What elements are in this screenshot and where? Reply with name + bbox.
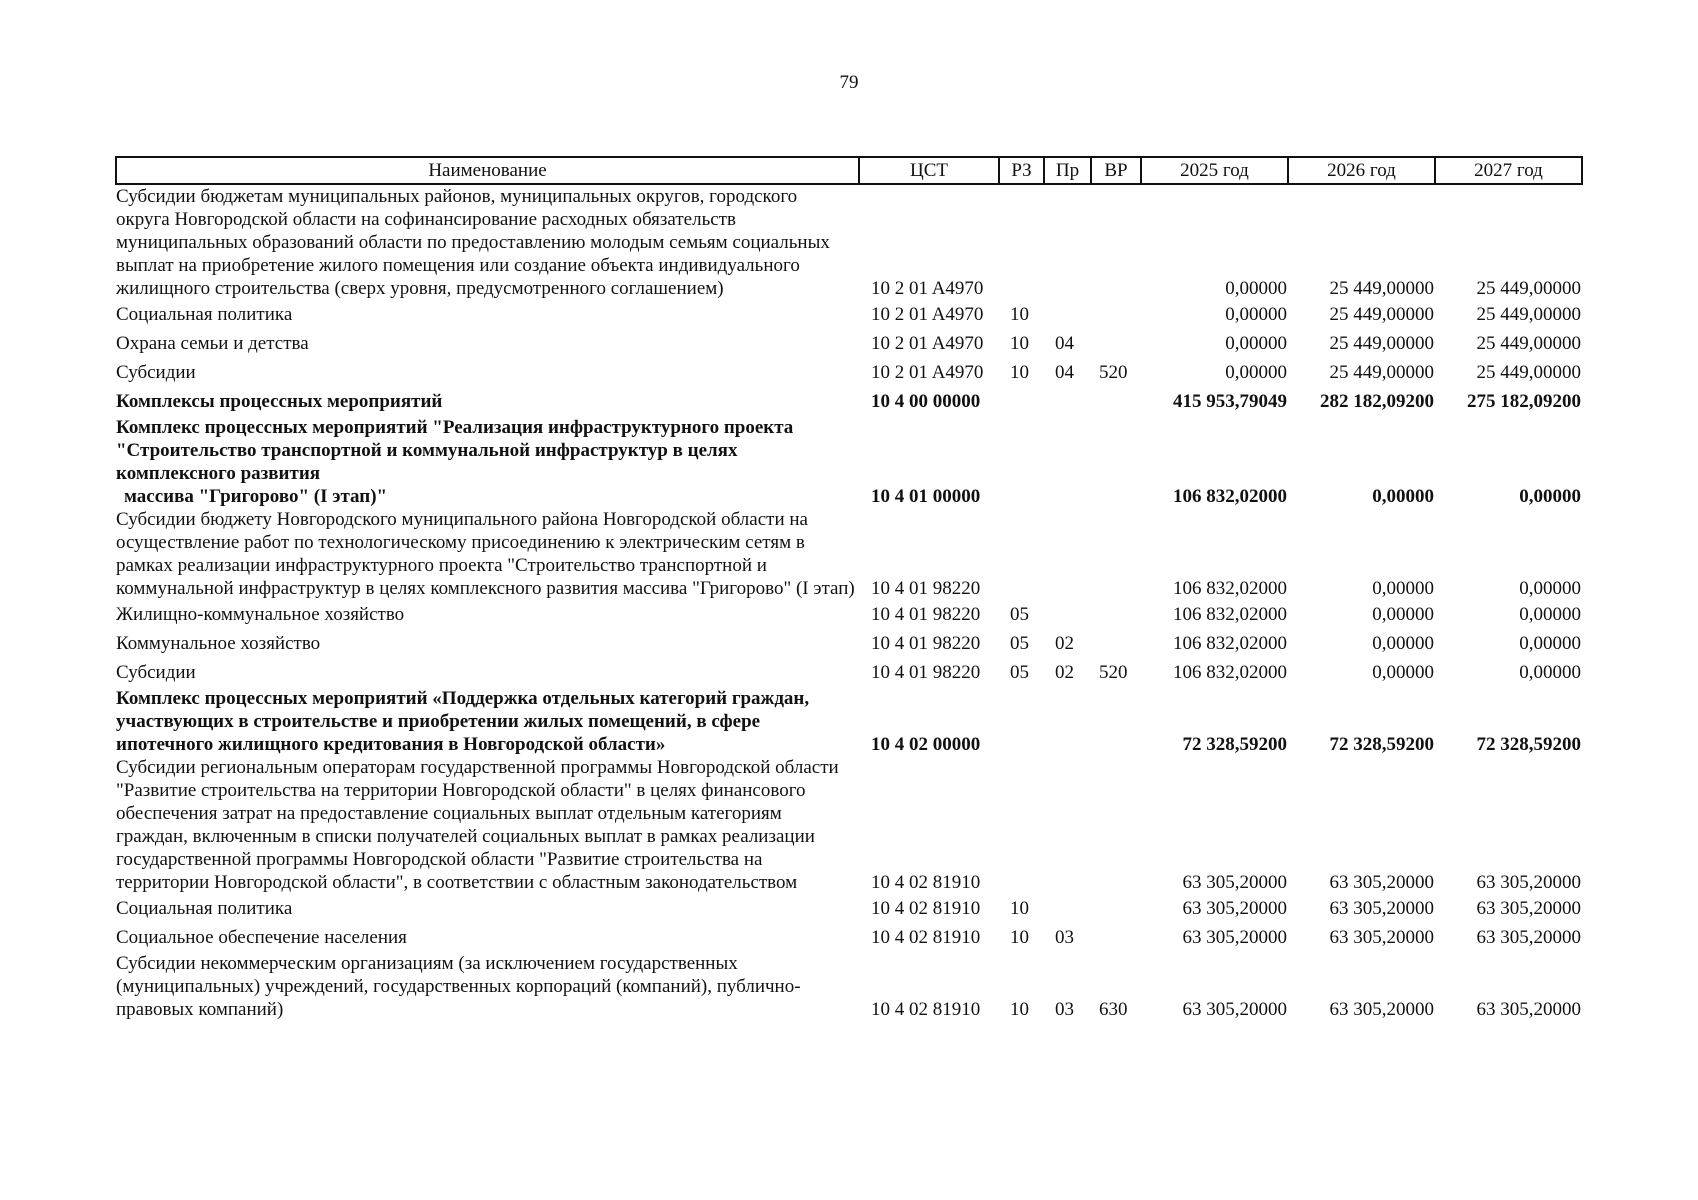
row-cst: 10 4 02 81910 <box>871 999 981 1020</box>
row-pr <box>1044 387 1091 416</box>
row-pr <box>1044 894 1091 923</box>
row-rz: 05 <box>1010 633 1029 654</box>
row-cst: 10 2 01 A4970 <box>871 362 984 383</box>
row-2027: 72 328,59200 <box>1476 734 1581 755</box>
row-2025: 106 832,02000 <box>1173 633 1287 654</box>
header-cst: ЦСТ <box>859 157 999 184</box>
row-2025: 106 832,02000 <box>1173 604 1287 625</box>
row-2027: 63 305,20000 <box>1476 927 1581 948</box>
row-vr <box>1091 184 1141 300</box>
row-pr: 02 <box>1055 633 1074 654</box>
row-rz <box>999 508 1044 600</box>
row-2027: 0,00000 <box>1519 486 1581 507</box>
row-name: Субсидии некоммерческим организациям (за исключением государственных (муниципальных) учреждений, государственных корпораций (компаний), публично-правовых компаний) <box>116 953 801 1020</box>
row-cst: 10 2 01 A4970 <box>871 333 984 354</box>
row-2026: 63 305,20000 <box>1329 898 1434 919</box>
row-rz <box>999 184 1044 300</box>
row-vr <box>1091 894 1141 923</box>
row-pr: 02 <box>1055 662 1074 683</box>
row-2025: 106 832,02000 <box>1173 662 1287 683</box>
row-pr: 03 <box>1055 999 1074 1020</box>
row-vr <box>1091 923 1141 952</box>
table-row <box>116 923 1582 952</box>
row-rz <box>999 416 1044 508</box>
table-row <box>116 416 1582 508</box>
row-2026: 0,00000 <box>1372 604 1434 625</box>
row-cst: 10 2 01 A4970 <box>871 304 984 325</box>
row-vr: 520 <box>1099 662 1128 683</box>
row-2027: 63 305,20000 <box>1476 898 1581 919</box>
row-rz <box>999 387 1044 416</box>
row-vr <box>1091 687 1141 756</box>
row-pr: 04 <box>1055 333 1074 354</box>
header-2026: 2026 год <box>1288 157 1435 184</box>
row-name: Субсидии <box>116 662 196 683</box>
table-row <box>116 387 1582 416</box>
row-vr <box>1091 300 1141 329</box>
row-name: Коммунальное хозяйство <box>116 633 321 654</box>
row-pr <box>1044 600 1091 629</box>
row-vr <box>1091 329 1141 358</box>
row-2026: 63 305,20000 <box>1329 999 1434 1020</box>
page-number: 79 <box>839 72 859 93</box>
row-pr: 04 <box>1055 362 1074 383</box>
row-cst: 10 4 01 98220 <box>871 633 981 654</box>
row-2027: 0,00000 <box>1519 662 1581 683</box>
row-2027: 25 449,00000 <box>1476 362 1581 383</box>
row-rz: 10 <box>1010 927 1029 948</box>
row-pr <box>1044 508 1091 600</box>
row-2027: 25 449,00000 <box>1476 333 1581 354</box>
table-row <box>116 600 1582 629</box>
table-row <box>116 300 1582 329</box>
row-2025: 72 328,59200 <box>1182 734 1287 755</box>
row-cst: 10 4 02 81910 <box>871 898 981 919</box>
row-2026: 0,00000 <box>1372 662 1434 683</box>
row-cst: 10 4 01 98220 <box>871 604 981 625</box>
row-rz: 05 <box>1010 662 1029 683</box>
row-name: Субсидии бюджетам муниципальных районов, муниципальных округов, городского округа Новгородской области на софинансирование расходных обязательств муниципальных образований области по предоставлению молодым семьям социальных выплат на приобретение жилого помещения или создание объекта индивидуального жилищного строительства (сверх уровня, предусмотренного соглашением) <box>116 186 830 299</box>
row-vr <box>1091 629 1141 658</box>
row-2025: 106 832,02000 <box>1173 578 1287 599</box>
row-2026: 0,00000 <box>1372 486 1434 507</box>
row-pr: 03 <box>1055 927 1074 948</box>
table-row <box>116 629 1582 658</box>
table-row <box>116 894 1582 923</box>
row-name: Комплекс процессных мероприятий «Поддержка отдельных категорий граждан, участвующих в строительстве и приобретении жилых помещений, в сфере ипотечного жилищного кредитования в Новгородской области» <box>116 688 810 755</box>
row-2026: 25 449,00000 <box>1329 304 1434 325</box>
row-2027: 63 305,20000 <box>1476 999 1581 1020</box>
row-2026: 0,00000 <box>1372 578 1434 599</box>
table-row <box>116 329 1582 358</box>
row-2026: 25 449,00000 <box>1329 278 1434 299</box>
row-2027: 0,00000 <box>1519 604 1581 625</box>
row-2027: 63 305,20000 <box>1476 872 1581 893</box>
row-2026: 0,00000 <box>1372 633 1434 654</box>
row-name: Социальная политика <box>116 304 293 325</box>
row-pr <box>1044 687 1091 756</box>
row-2025: 0,00000 <box>1225 304 1287 325</box>
row-rz: 10 <box>1010 362 1029 383</box>
header-name: Наименование <box>116 157 859 184</box>
header-pr: Пр <box>1044 157 1091 184</box>
row-2027: 25 449,00000 <box>1476 304 1581 325</box>
table-row <box>116 184 1582 300</box>
row-2025: 0,00000 <box>1225 333 1287 354</box>
row-name: Социальное обеспечение населения <box>116 927 407 948</box>
row-name <box>116 416 859 508</box>
row-2027: 25 449,00000 <box>1476 278 1581 299</box>
row-vr <box>1091 756 1141 894</box>
row-cst: 10 4 02 00000 <box>871 734 981 755</box>
row-2025: 106 832,02000 <box>1173 486 1287 507</box>
row-vr <box>1091 508 1141 600</box>
row-pr <box>1044 416 1091 508</box>
row-2026: 63 305,20000 <box>1329 927 1434 948</box>
row-2026: 25 449,00000 <box>1329 333 1434 354</box>
row-rz: 10 <box>1010 999 1029 1020</box>
row-2025: 63 305,20000 <box>1182 898 1287 919</box>
row-vr <box>1091 600 1141 629</box>
row-2026: 72 328,59200 <box>1329 734 1434 755</box>
table-row <box>116 358 1582 387</box>
row-name: Субсидии <box>116 362 196 383</box>
row-2025: 63 305,20000 <box>1182 999 1287 1020</box>
row-2027: 0,00000 <box>1519 578 1581 599</box>
table-row <box>116 658 1582 687</box>
row-name: Охрана семьи и детства <box>116 333 309 354</box>
row-vr: 520 <box>1099 362 1128 383</box>
table-row <box>116 952 1582 1021</box>
row-rz <box>999 756 1044 894</box>
table-row <box>116 508 1582 600</box>
row-name-text: Комплекс процессных мероприятий "Реализация инфраструктурного проекта "Строительство транспортной и коммунальной инфраструктур в целях комплексного развития <box>116 417 794 484</box>
header-rz: РЗ <box>999 157 1044 184</box>
header-vr: ВР <box>1091 157 1141 184</box>
row-name-continuation: массива "Григорово" (I этап)" <box>124 486 388 507</box>
row-cst: 10 4 02 81910 <box>871 872 981 893</box>
row-rz <box>999 687 1044 756</box>
row-vr: 630 <box>1099 999 1128 1020</box>
row-rz: 10 <box>1010 333 1029 354</box>
budget-table <box>115 156 1583 1021</box>
row-cst: 10 4 01 00000 <box>871 486 981 507</box>
row-cst: 10 4 01 98220 <box>871 662 981 683</box>
row-2027: 275 182,09200 <box>1467 391 1581 412</box>
row-vr <box>1091 416 1141 508</box>
row-name: Комплексы процессных мероприятий <box>116 391 443 412</box>
row-2025: 63 305,20000 <box>1182 927 1287 948</box>
row-name: Субсидии региональным операторам государственной программы Новгородской области "Развитие строительства на территории Новгородской области" в целях финансового обеспечения затрат на предоставление социальных выплат отдельным категориям граждан, включенным в списки получателей социальных выплат в рамках реализации государственной программы Новгородской области "Развитие строительства на территории Новгородской области", в соответствии с областным законодательством <box>116 757 839 893</box>
row-cst: 10 4 00 00000 <box>871 391 981 412</box>
header-2027: 2027 год <box>1435 157 1582 184</box>
row-cst: 10 4 02 81910 <box>871 927 981 948</box>
row-rz: 10 <box>1010 898 1029 919</box>
row-cst: 10 4 01 98220 <box>871 578 981 599</box>
row-2025: 0,00000 <box>1225 278 1287 299</box>
row-2025: 63 305,20000 <box>1182 872 1287 893</box>
row-2027: 0,00000 <box>1519 633 1581 654</box>
row-2025: 0,00000 <box>1225 362 1287 383</box>
header-2025: 2025 год <box>1141 157 1288 184</box>
row-pr <box>1044 300 1091 329</box>
row-name: Субсидии бюджету Новгородского муниципального района Новгородской области на осуществление работ по технологическому присоединению к электрическим сетям в рамках реализации инфраструктурного проекта "Строительство транспортной и коммунальной инфраструктур в целях комплексного развития массива "Григорово" (I этап) <box>116 509 855 599</box>
row-cst: 10 2 01 A4970 <box>871 278 984 299</box>
row-pr <box>1044 184 1091 300</box>
row-name: Социальная политика <box>116 898 293 919</box>
row-2026: 25 449,00000 <box>1329 362 1434 383</box>
table-row <box>116 687 1582 756</box>
row-2025: 415 953,79049 <box>1173 391 1287 412</box>
row-2026: 63 305,20000 <box>1329 872 1434 893</box>
row-rz: 10 <box>1010 304 1029 325</box>
row-rz: 05 <box>1010 604 1029 625</box>
row-2026: 282 182,09200 <box>1320 391 1434 412</box>
row-name: Жилищно-коммунальное хозяйство <box>116 604 405 625</box>
row-vr <box>1091 387 1141 416</box>
row-pr <box>1044 756 1091 894</box>
table-row <box>116 756 1582 894</box>
table-header-row <box>116 157 1582 184</box>
